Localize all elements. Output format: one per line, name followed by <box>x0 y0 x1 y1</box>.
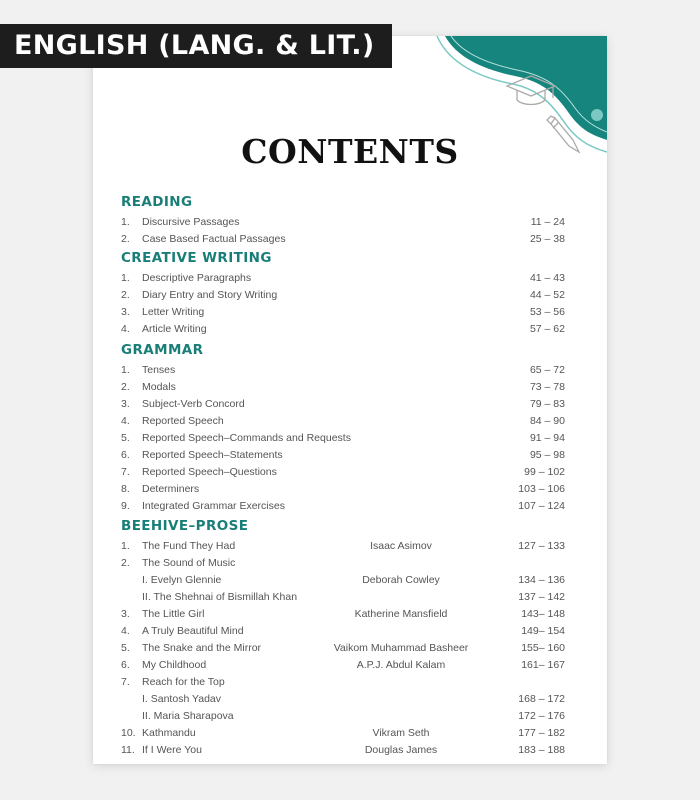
entry-title: Reported Speech–Questions <box>142 466 277 478</box>
entry-author: Vaikom Muhammad Basheer <box>333 642 469 654</box>
entry-pages: 161– 167 <box>521 659 565 671</box>
toc-entry <box>121 396 565 413</box>
entry-number: 7. <box>121 466 130 478</box>
entry-title: Subject-Verb Concord <box>142 398 245 410</box>
entry-number: 2. <box>121 289 130 301</box>
entry-number: 3. <box>121 398 130 410</box>
section-heading: BEEHIVE–PROSE <box>121 518 249 534</box>
toc-entry <box>121 742 565 759</box>
entry-number: 1. <box>121 364 130 376</box>
toc-entry <box>121 708 565 725</box>
entry-title: Reported Speech–Commands and Requests <box>142 432 351 444</box>
entry-number: 1. <box>121 272 130 284</box>
entry-pages: 103 – 106 <box>518 483 565 495</box>
entry-author: Douglas James <box>364 744 438 756</box>
entry-title: I. Evelyn Glennie <box>142 574 222 586</box>
entry-number: 8. <box>121 483 130 495</box>
toc-entry <box>121 640 565 657</box>
toc-entry <box>121 447 565 464</box>
section-heading: READING <box>121 194 193 210</box>
entry-number: 3. <box>121 306 130 318</box>
toc-entry <box>121 413 565 430</box>
entry-pages: 79 – 83 <box>529 398 565 410</box>
entry-title: I. Santosh Yadav <box>142 693 222 705</box>
toc-entry <box>121 231 565 248</box>
toc-entry <box>121 321 565 338</box>
entry-pages: 137 – 142 <box>518 591 565 603</box>
toc-entry <box>121 606 565 623</box>
entry-number: 2. <box>121 233 130 245</box>
entry-title: A Truly Beautiful Mind <box>142 625 244 637</box>
toc-entry <box>121 214 565 231</box>
entry-title: Kathmandu <box>142 727 196 739</box>
entry-author: Deborah Cowley <box>362 574 440 586</box>
entry-number: 10. <box>121 727 136 739</box>
entry-title: Diary Entry and Story Writing <box>142 289 278 301</box>
entry-number: 5. <box>121 642 130 654</box>
entry-title: Case Based Factual Passages <box>142 233 286 245</box>
entry-title: Reported Speech–Statements <box>142 449 283 461</box>
entry-title: II. Maria Sharapova <box>142 710 234 722</box>
entry-pages: 11 – 24 <box>530 216 565 228</box>
toc-entry <box>121 362 565 379</box>
toc-entry <box>121 572 565 589</box>
entry-pages: 107 – 124 <box>518 500 565 512</box>
entry-number: 1. <box>121 540 130 552</box>
entry-pages: 41 – 43 <box>529 272 565 284</box>
entry-title: Tenses <box>142 364 176 376</box>
page-title: CONTENTS <box>241 132 459 171</box>
toc-entry <box>121 481 565 498</box>
toc-entry <box>121 538 565 555</box>
entry-number: 6. <box>121 659 130 671</box>
entry-pages: 84 – 90 <box>529 415 565 427</box>
toc-entry <box>121 430 565 447</box>
entry-title: The Sound of Music <box>142 557 236 569</box>
entry-author: Isaac Asimov <box>370 540 432 552</box>
toc-entry <box>121 691 565 708</box>
entry-author: Vikram Seth <box>372 727 430 739</box>
entry-number: 2. <box>121 557 130 569</box>
entry-pages: 53 – 56 <box>529 306 565 318</box>
entry-number: 4. <box>121 415 130 427</box>
entry-number: 11. <box>121 744 135 756</box>
entry-author: Katherine Mansfield <box>354 608 448 620</box>
entry-pages: 44 – 52 <box>529 289 565 301</box>
entry-number: 7. <box>121 676 130 688</box>
entry-pages: 25 – 38 <box>529 233 565 245</box>
entry-pages: 143– 148 <box>521 608 565 620</box>
entry-pages: 183 – 188 <box>518 744 565 756</box>
entry-number: 1. <box>121 216 130 228</box>
toc-entry <box>121 555 565 572</box>
entry-title: Reported Speech <box>142 415 224 427</box>
entry-pages: 155– 160 <box>521 642 565 654</box>
entry-title: The Little Girl <box>142 608 205 620</box>
toc-entry <box>121 674 565 691</box>
entry-number: 3. <box>121 608 130 620</box>
entry-title: Integrated Grammar Exercises <box>142 500 285 512</box>
toc-entry <box>121 657 565 674</box>
entry-pages: 99 – 102 <box>524 466 565 478</box>
entry-number: 5. <box>121 432 130 444</box>
entry-number: 9. <box>121 500 130 512</box>
toc-entry <box>121 498 565 515</box>
entry-pages: 134 – 136 <box>518 574 565 586</box>
contents-page <box>93 36 607 764</box>
entry-title: Descriptive Paragraphs <box>142 272 252 284</box>
entry-pages: 177 – 182 <box>518 727 565 739</box>
entry-number: 4. <box>121 625 130 637</box>
entry-title: Determiners <box>142 483 200 495</box>
entry-title: Letter Writing <box>142 306 205 318</box>
entry-title: The Snake and the Mirror <box>142 642 262 654</box>
toc-entry <box>121 725 565 742</box>
entry-title: Discursive Passages <box>142 216 240 228</box>
entry-number: 2. <box>121 381 130 393</box>
entry-pages: 127 – 133 <box>518 540 565 552</box>
entry-title: Article Writing <box>142 323 207 335</box>
section-heading: CREATIVE WRITING <box>121 250 272 266</box>
entry-title: Reach for the Top <box>142 676 225 688</box>
toc-entry <box>121 270 565 287</box>
toc-entry <box>121 623 565 640</box>
entry-number: 4. <box>121 323 130 335</box>
entry-pages: 149– 154 <box>521 625 565 637</box>
toc-entry <box>121 304 565 321</box>
toc-entry <box>121 379 565 396</box>
toc-entry <box>121 464 565 481</box>
entry-title: My Childhood <box>142 659 207 671</box>
toc-entry <box>121 589 565 606</box>
entry-title: II. The Shehnai of Bismillah Khan <box>142 591 298 603</box>
entry-pages: 172 – 176 <box>518 710 565 722</box>
toc-entry <box>121 287 565 304</box>
entry-author: A.P.J. Abdul Kalam <box>356 659 446 671</box>
entry-title: The Fund They Had <box>142 540 236 552</box>
entry-pages: 95 – 98 <box>529 449 565 461</box>
entry-title: If I Were You <box>142 744 202 756</box>
entry-pages: 73 – 78 <box>529 381 565 393</box>
entry-number: 6. <box>121 449 130 461</box>
section-heading: GRAMMAR <box>121 342 204 358</box>
entry-pages: 91 – 94 <box>529 432 565 444</box>
entry-title: Modals <box>142 381 176 393</box>
entry-pages: 168 – 172 <box>518 693 565 705</box>
entry-pages: 57 – 62 <box>529 323 565 335</box>
subject-banner: ENGLISH (LANG. & LIT.) <box>0 24 392 68</box>
entry-pages: 65 – 72 <box>529 364 565 376</box>
